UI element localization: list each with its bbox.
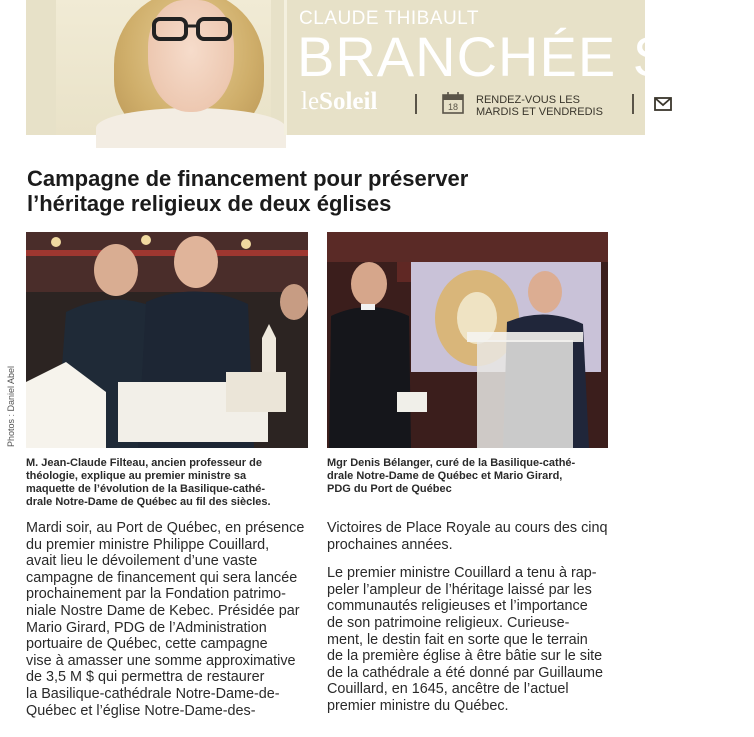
body-line: peler l’ampleur de l’héritage laissé par les <box>327 581 592 598</box>
article-body-left <box>26 520 304 719</box>
body-line: portuaire de Québec, cette campagne <box>26 636 268 653</box>
caption-line: drale Notre-Dame de Québec au fil des siècles. <box>26 496 271 508</box>
headline-line: l’héritage religieux de deux églises <box>27 191 392 216</box>
body-line: de 3,5 M $ qui permettra de restaurer <box>26 669 265 686</box>
photo-caption-left <box>26 457 271 509</box>
photo-caption-right <box>327 457 575 496</box>
portrait-shoulders <box>96 108 286 148</box>
body-line: Mardi soir, au Port de Québec, en présence <box>26 520 305 536</box>
mail-icon[interactable] <box>654 96 672 112</box>
caption-line: théologie, explique au premier ministre sa <box>26 470 247 482</box>
body-line: Victoires de Place Royale au cours des cinq <box>327 520 608 536</box>
body-line: Mario Girard, PDG de l’Administration <box>26 619 267 636</box>
column-title: BRANCHÉE SUR <box>297 25 754 88</box>
calendar-icon <box>442 92 464 114</box>
banner-separator <box>632 94 634 114</box>
body-line: la Basilique-cathédrale Notre-Dame-de- <box>26 685 280 702</box>
body-line: prochaines années. <box>327 536 453 553</box>
schedule-line: RENDEZ-VOUS LES <box>476 94 580 106</box>
body-line: communautés religieuses et l’importance <box>327 598 588 615</box>
body-line: premier ministre du Québec. <box>327 697 509 714</box>
publication-schedule <box>476 94 603 118</box>
caption-line: PDG du Port de Québec <box>327 483 452 495</box>
brand-logo[interactable] <box>301 88 377 116</box>
brand-logo-prefix: le <box>301 88 320 115</box>
photo-scene <box>26 232 308 448</box>
body-line: de son patrimoine religieux. Curieuse- <box>327 614 570 631</box>
banner-divider <box>284 0 287 135</box>
schedule-line: MARDIS ET VENDREDIS <box>476 106 603 118</box>
caption-line: Mgr Denis Bélanger, curé de la Basilique-cathé- <box>327 457 576 469</box>
caption-line: drale Notre-Dame de Québec et Mario Girard, <box>327 470 563 482</box>
body-line: prochainement par la Fondation patrimo- <box>26 586 286 603</box>
columnist-portrait <box>56 0 271 135</box>
body-line: du premier ministre Philippe Couillard, <box>26 536 270 553</box>
banner-separator <box>415 94 417 114</box>
caption-line: M. Jean-Claude Filteau, ancien professeur de <box>26 457 262 469</box>
body-line: Le premier ministre Couillard a tenu à rap- <box>327 565 597 582</box>
article-body-right <box>327 520 608 715</box>
photo-scene <box>327 232 608 448</box>
body-line: niale Nostre Dame de Kebec. Présidée par <box>26 602 300 619</box>
body-line: de la première église à être bâtie sur le site <box>327 648 603 665</box>
photo-credit: Photos : Daniel Abel <box>6 365 16 447</box>
body-line: Québec et l’église Notre-Dame-des- <box>26 702 256 719</box>
body-line: ment, le destin fait en sorte que le terrain <box>327 631 588 648</box>
article-headline <box>27 166 587 216</box>
column-banner <box>26 0 754 135</box>
brand-logo-name: Soleil <box>319 88 378 115</box>
caption-line: maquette de l’évolution de la Basilique-cathé- <box>26 483 265 495</box>
headline-line: Campagne de financement pour préserver <box>27 166 469 191</box>
glasses-icon <box>152 16 232 42</box>
body-line: campagne de financement qui sera lancée <box>26 569 298 586</box>
photo-model-presentation <box>26 232 308 448</box>
calendar-day: 18 <box>447 102 459 112</box>
author-name: CLAUDE THIBAULT <box>299 8 479 29</box>
paragraph-gap <box>327 553 608 565</box>
photo-press-conference <box>327 232 608 448</box>
body-line: Couillard, en 1645, ancêtre de l’actuel <box>327 681 569 698</box>
body-line: avait lieu le dévoilement d’une vaste <box>26 553 258 570</box>
body-line: vise à amasser une somme approximative <box>26 652 296 669</box>
body-line: de la cathédrale a été donné par Guillaume <box>327 664 604 681</box>
